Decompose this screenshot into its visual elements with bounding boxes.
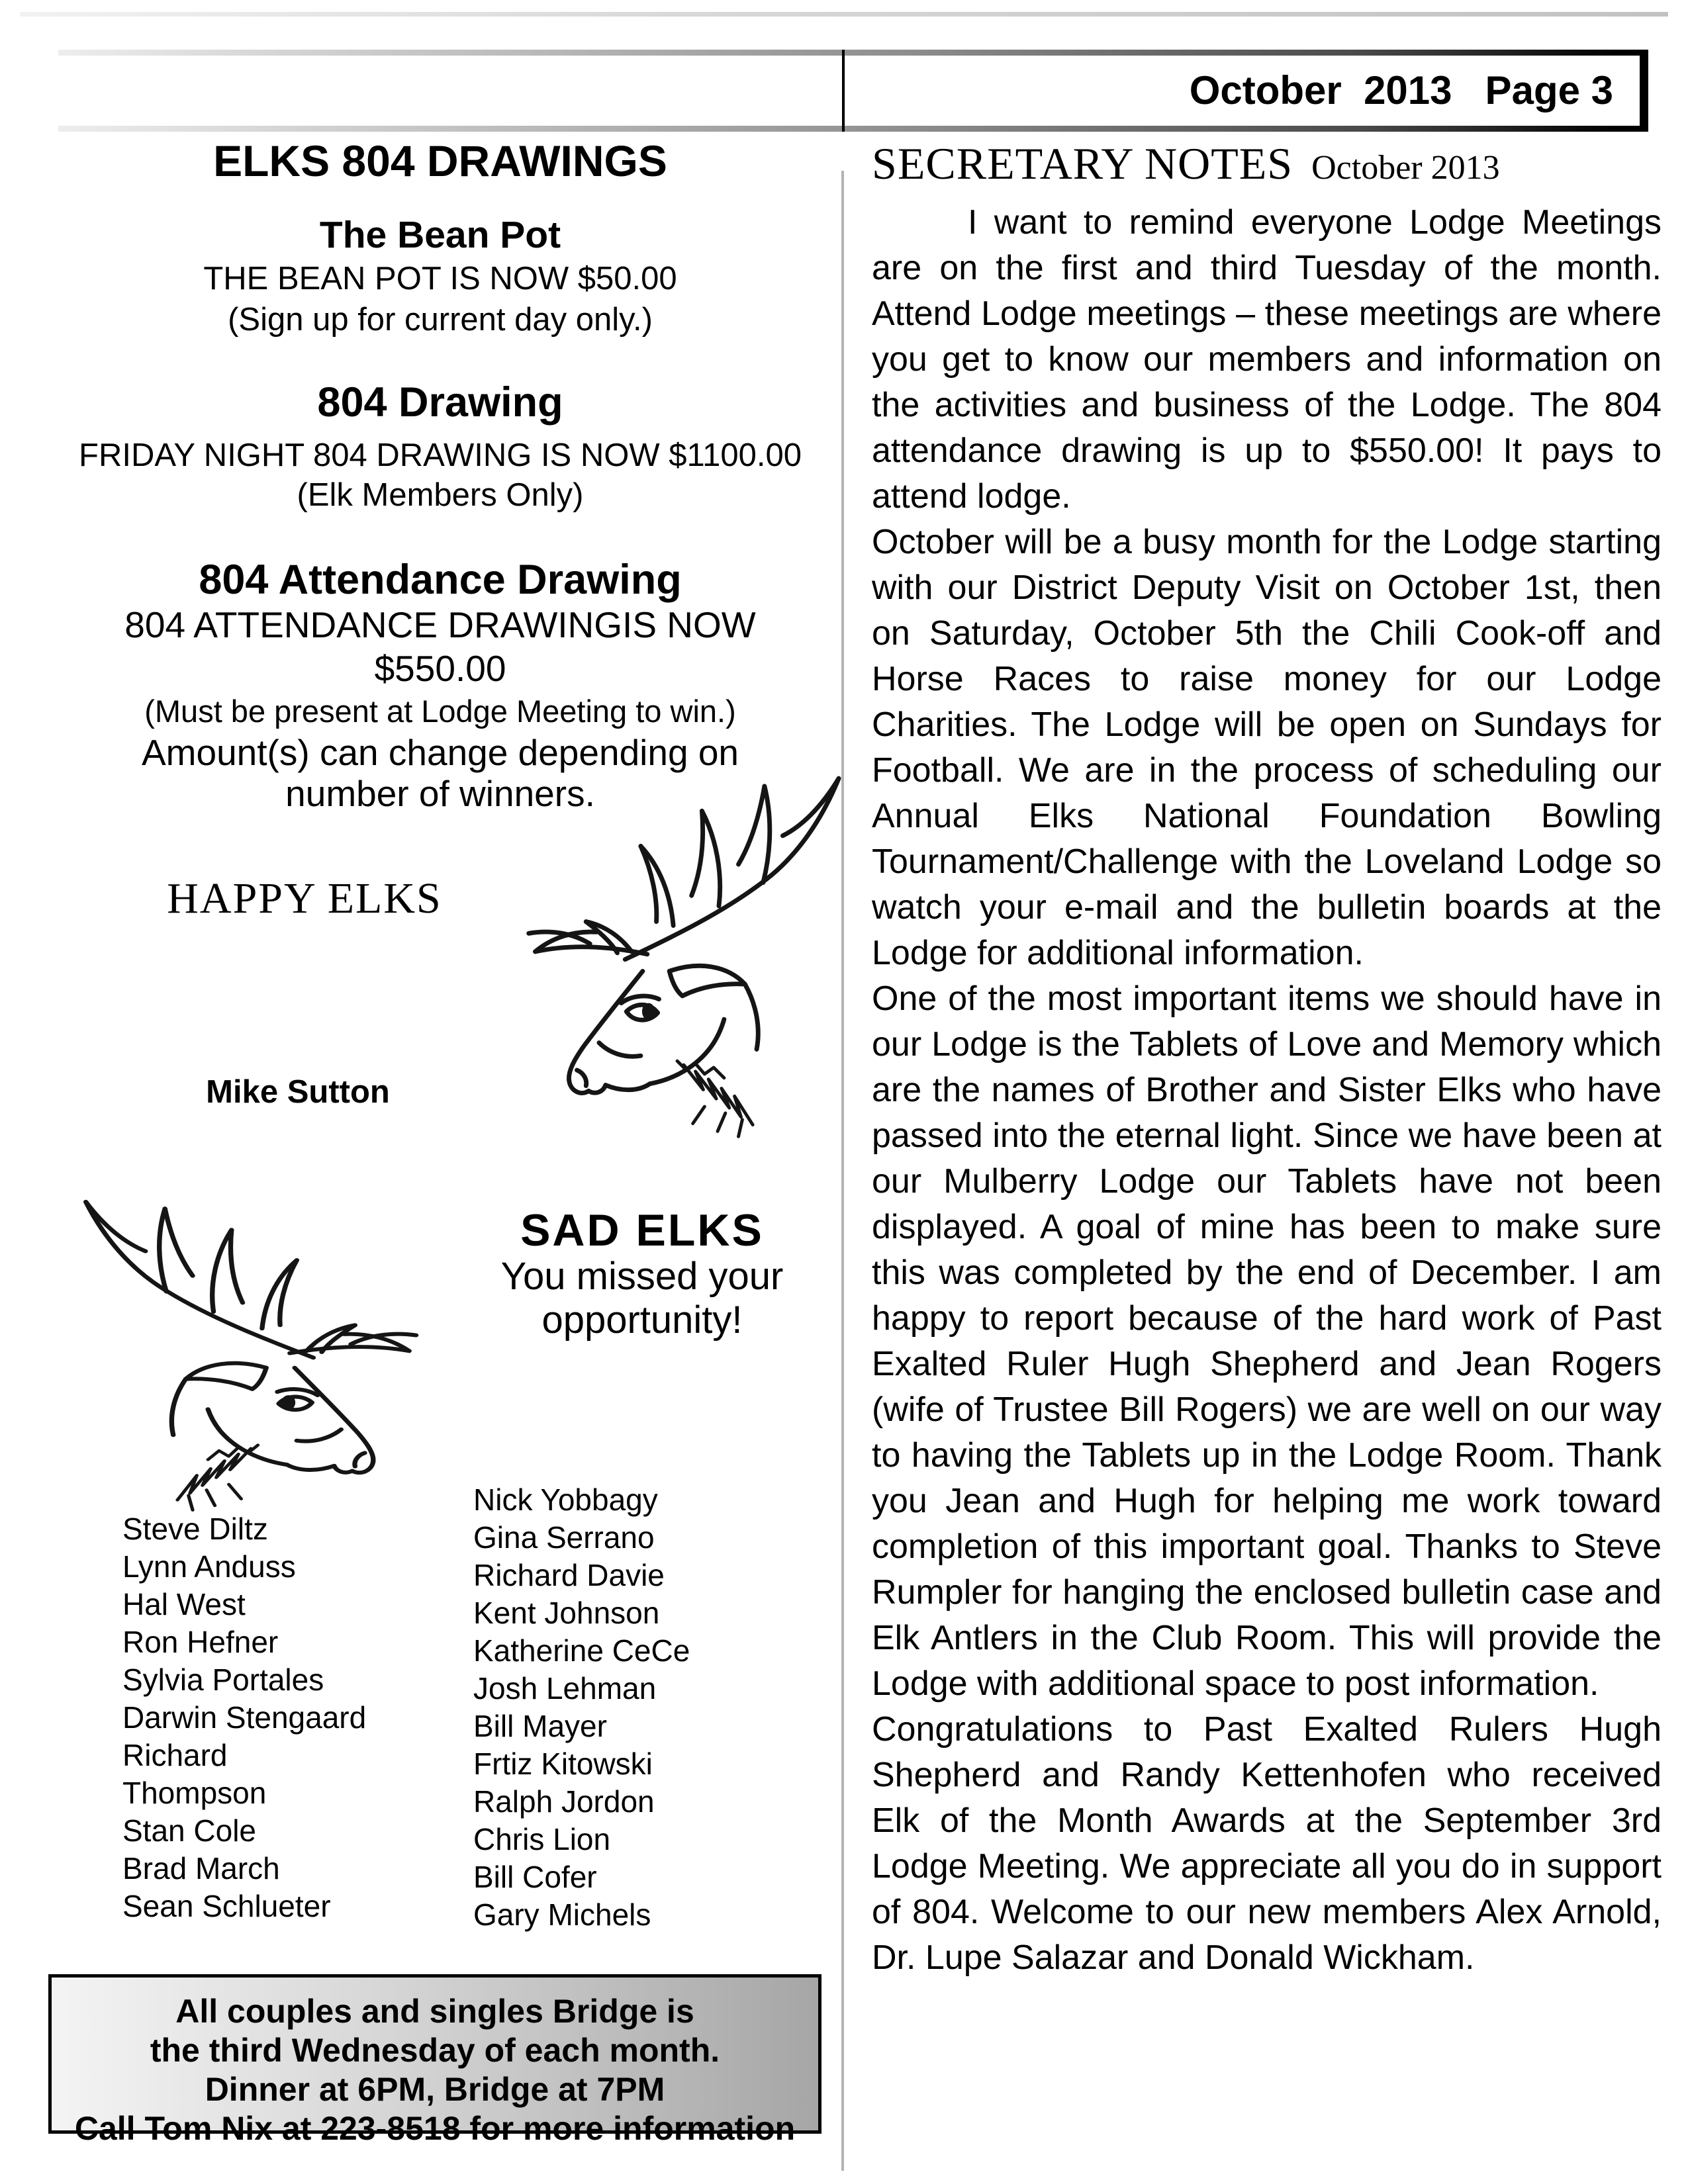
list-item: Sylvia Portales [122, 1662, 324, 1697]
list-item: Brad March [122, 1851, 280, 1886]
list-item: Frtiz Kitowski [473, 1747, 653, 1781]
list-item: Josh Lehman [473, 1671, 657, 1706]
attendance-line1: 804 ATTENDANCE DRAWINGIS NOW [124, 604, 756, 645]
attendance-change-line1: Amount(s) can change depending on [141, 732, 739, 773]
paragraph: One of the most important items we should have in our Lodge is the Tablets of Love and Memory which are the names of Brother and Sister Elks who have passed into the eternal light. Since we have been at our Mulberry Lodge our Tablets have not been displayed. A goal of mine has been to make sure this was completed by the end of December. I am happy to report because of the hard work of Past Exalted Ruler Hugh Shepherd and Jean Rogers (wife of Trustee Bill Rogers) we are well on our way to having the Tablets up in the Lodge Room. Thank you Jean and Hugh for helping me work toward completion of this important goal. Thanks to Steve Rumpler for hanging the enclosed bulletin case and Elk Antlers in the Club Room. This will provide the Lodge with additional space to post information. [872, 979, 1662, 1703]
list-item: Lynn Anduss [122, 1549, 296, 1584]
list-item: Chris Lion [473, 1822, 611, 1856]
drawing-804-note: (Elk Members Only) [297, 477, 584, 513]
list-item: Kent Johnson [473, 1596, 660, 1630]
list-item: Gina Serrano [473, 1520, 655, 1555]
page-header-date-page: October 2013 Page 3 [1189, 68, 1613, 113]
drawing-804-heading: 804 Drawing [317, 379, 563, 426]
list-item: Gary Michels [473, 1897, 651, 1932]
top-rule-line [20, 12, 1668, 17]
sad-elks-sub1: You missed your [500, 1255, 784, 1298]
attendance-note: (Must be present at Lodge Meeting to win.) [144, 694, 736, 729]
bean-pot-heading: The Bean Pot [319, 214, 561, 256]
sad-elks-names-left [122, 1510, 467, 1925]
sad-elks-heading: SAD ELKS [520, 1205, 764, 1255]
column-divider [841, 171, 844, 2171]
list-item: Thompson [122, 1776, 267, 1810]
bridge-line1: All couples and singles Bridge is [175, 1993, 694, 2030]
list-item: Bill Mayer [473, 1709, 607, 1743]
left-column-title: ELKS 804 DRAWINGS [213, 136, 667, 185]
secretary-notes-title: SECRETARY NOTES [872, 138, 1293, 189]
attendance-change-line2: number of winners. [285, 773, 595, 814]
elk-head-illustration-lower [76, 1173, 437, 1520]
list-item: Hal West [122, 1587, 246, 1621]
paragraph: I want to remind everyone Lodge Meetings are on the first and third Tuesday of the month. Attend Lodge meetings – these meetings are where you get to know our members and information on the activities and business of the Lodge. The 804 attendance drawing is up to $550.00! It pays to attend lodge. [872, 203, 1662, 516]
list-item: Stan Cole [122, 1813, 257, 1848]
list-item: Nick Yobbagy [473, 1482, 658, 1517]
list-item: Ron Hefner [122, 1625, 279, 1659]
happy-elks-heading: HAPPY ELKS [167, 874, 442, 923]
attendance-amount: $550.00 [374, 648, 506, 689]
secretary-notes-body [872, 200, 1662, 1981]
page-header-box [842, 50, 1648, 132]
bridge-info-box [48, 1974, 821, 2147]
list-item: Steve Diltz [122, 1512, 268, 1546]
bridge-line4: Call Tom Nix at 223-8518 for more information [74, 2110, 796, 2147]
list-item: Bill Cofer [473, 1860, 597, 1894]
list-item: Sean Schlueter [122, 1889, 331, 1923]
paragraph: October will be a busy month for the Lodge starting with our District Deputy Visit on October 1st, then on Saturday, October 5th the Chili Cook-off and Horse Races to raise money for our Lodge Charities. The Lodge will be open on Sundays for Football. We are in the process of scheduling our Annual Elks National Foundation Bowling Tournament/Challenge with the Loveland Lodge so watch your e-mail and the bulletin boards at the Lodge for additional information. [872, 523, 1662, 972]
happy-elks-name: Mike Sutton [206, 1074, 390, 1110]
sad-elks-block [430, 1206, 854, 1342]
secretary-notes-heading [872, 138, 1663, 190]
attendance-heading: 804 Attendance Drawing [199, 557, 682, 603]
bridge-line2: the third Wednesday of each month. [150, 2032, 720, 2069]
bean-pot-amount: THE BEAN POT IS NOW $50.00 [203, 261, 677, 296]
list-item: Darwin Stengaard [122, 1700, 367, 1735]
list-item: Ralph Jordon [473, 1784, 655, 1819]
sad-elks-names-right [473, 1481, 818, 1934]
bean-pot-note: (Sign up for current day only.) [228, 302, 653, 338]
list-item: Katherine CeCe [473, 1633, 690, 1668]
paragraph: Congratulations to Past Exalted Rulers Hugh Shepherd and Randy Kettenhofen who received Elk of the Month Awards at the September 3rd Lodge Meeting. We appreciate all you do in support of 804. Welcome to our new members Alex Arnold, Dr. Lupe Salazar and Donald Wickham. [872, 1710, 1662, 1977]
sad-elks-sub2: opportunity! [541, 1298, 743, 1342]
list-item: Richard [122, 1738, 228, 1772]
secretary-notes-date: October 2013 [1311, 149, 1500, 187]
elk-head-illustration-upper [506, 745, 851, 1148]
drawing-804-amount: FRIDAY NIGHT 804 DRAWING IS NOW $1100.00 [79, 437, 802, 473]
list-item: Richard Davie [473, 1558, 665, 1592]
bridge-line3: Dinner at 6PM, Bridge at 7PM [205, 2071, 665, 2108]
